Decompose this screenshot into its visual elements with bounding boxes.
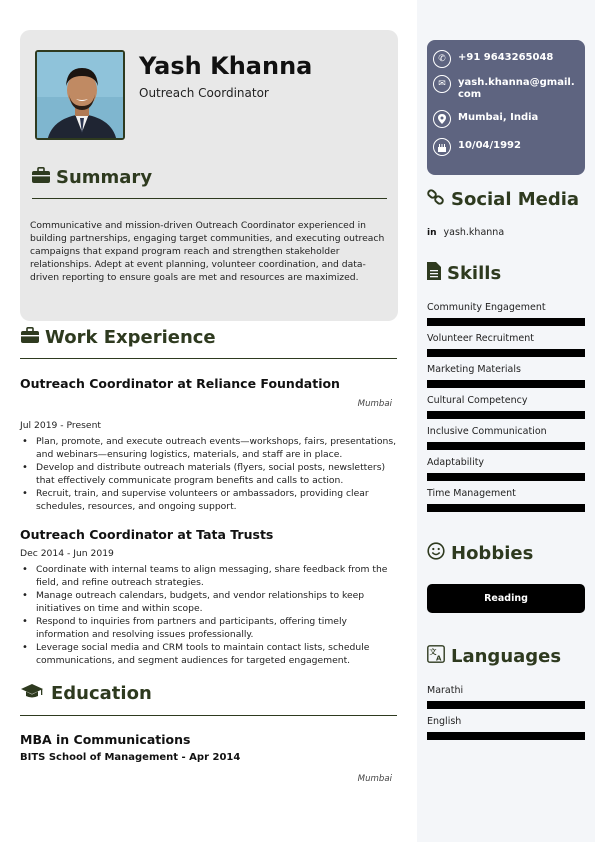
contact-phone: ✆ +91 9643265048: [433, 50, 578, 68]
education-divider: [20, 715, 397, 716]
language-item-bar-fill: [427, 732, 585, 740]
hobbies-heading: [427, 542, 533, 565]
header-card: [20, 30, 398, 321]
skill-item-bar-fill: [427, 349, 585, 357]
translate-icon: [427, 645, 445, 668]
skill-item-bar: [427, 504, 585, 512]
job-2-dates: Dec 2014 - Jun 2019: [20, 548, 114, 559]
skill-item-bar-fill: [427, 504, 585, 512]
svg-text:A: A: [436, 654, 442, 663]
briefcase-icon: [32, 167, 50, 188]
summary-title: Summary: [56, 167, 153, 188]
job-2-company: at Tata Trusts: [177, 527, 274, 542]
skill-item: [427, 302, 585, 326]
list-item: • Develop and distribute outreach materials (flyers, social posts, newsletters) that effectively communicate program benefits and calls to action.: [22, 461, 397, 487]
envelope-icon: ✉: [433, 75, 451, 93]
social-linkedin[interactable]: [427, 227, 504, 238]
briefcase-icon: [21, 327, 39, 348]
contact-email: ✉ yash.khanna@gmail.com: [433, 75, 578, 101]
skill-item-bar-fill: [427, 473, 585, 481]
skills-heading: [427, 262, 501, 285]
contact-card: [427, 40, 585, 175]
skill-item-label: Marketing Materials: [427, 364, 521, 375]
skill-item-bar-fill: [427, 442, 585, 450]
list-item: • Coordinate with internal teams to align messaging, share feedback from the field, and refine outreach strategies.: [22, 563, 397, 589]
skill-item-bar: [427, 318, 585, 326]
skill-item-label: Community Engagement: [427, 302, 546, 313]
job-1-dates: Jul 2019 - Present: [20, 420, 102, 431]
language-item-bar-fill: [427, 701, 585, 709]
candidate-name: Yash Khanna: [139, 52, 313, 80]
summary-heading: [32, 167, 152, 188]
list-item: • Manage outreach calendars, budgets, and vendor relationships to keep initiatives on time and within scope.: [22, 589, 397, 615]
birthday-cake-icon: [433, 138, 451, 156]
skill-item-label: Time Management: [427, 488, 516, 499]
skill-item-label: Volunteer Recruitment: [427, 333, 534, 344]
education-degree: MBA in Communications: [20, 732, 191, 747]
language-item-label: English: [427, 716, 462, 727]
languages-heading: [427, 645, 561, 668]
language-item-label: Marathi: [427, 685, 464, 696]
social-heading: [427, 189, 579, 210]
job-1-title: [20, 376, 340, 391]
job-2-bullets: [22, 563, 397, 667]
list-item: • Leverage social media and CRM tools to maintain contact lists, schedule communications, and segment audiences for targeted engagement.: [22, 641, 397, 667]
languages-title: Languages: [451, 646, 562, 667]
skill-item-bar: [427, 442, 585, 450]
language-item: [427, 716, 585, 740]
sidebar: [417, 0, 595, 842]
education-school: BITS School of Management - Apr 2014: [20, 752, 241, 763]
skill-item-bar: [427, 349, 585, 357]
contact-location: Mumbai, India: [433, 110, 578, 128]
skill-item-bar-fill: [427, 411, 585, 419]
education-title: Education: [51, 683, 152, 704]
linkedin-icon: in: [427, 227, 437, 238]
summary-divider: [32, 198, 387, 199]
list-item: • Plan, promote, and execute outreach events—workshops, fairs, presentations, and webinars—ensuring logistics, materials, and staff are in place.: [22, 435, 397, 461]
profile-photo: [35, 50, 125, 140]
social-title: Social Media: [451, 189, 580, 210]
graduation-cap-icon: [21, 683, 43, 704]
job-1-company: at Reliance Foundation: [177, 376, 340, 391]
hobby-item: Reading: [427, 584, 585, 613]
education-heading: [21, 683, 152, 704]
skill-item-label: Adaptability: [427, 457, 485, 468]
language-item-bar: [427, 701, 585, 709]
job-1-location: Mumbai: [357, 399, 392, 409]
work-divider: [20, 358, 397, 359]
candidate-role: Outreach Coordinator: [139, 86, 269, 100]
list-item: • Recruit, train, and supervise volunteers or ambassadors, providing clear schedules, resources, and ongoing support.: [22, 487, 397, 513]
skill-item-bar: [427, 473, 585, 481]
skills-title: Skills: [447, 263, 502, 284]
svg-text:文: 文: [429, 648, 437, 656]
skill-item-label: Inclusive Communication: [427, 426, 547, 437]
summary-text: Communicative and mission-driven Outreach Coordinator experienced in building partnerships, engaging target communities, and executing outreach campaigns that expand program reach and strengthen stakeholder relationships. Adept at event planning, volunteer coordination, and data-driven reporting to ensure goals are met and resources are maximized.: [30, 220, 385, 283]
job-1-bullets: [22, 435, 397, 513]
education-location: Mumbai: [357, 774, 392, 784]
skill-item-bar: [427, 380, 585, 388]
linkedin-handle: yash.khanna: [443, 227, 505, 238]
skill-item: [427, 457, 585, 481]
link-icon: [427, 189, 445, 210]
skill-item-bar: [427, 411, 585, 419]
job-2-position: Outreach Coordinator: [20, 527, 174, 542]
document-icon: [427, 262, 441, 285]
map-pin-icon: [433, 110, 451, 128]
skill-item: [427, 333, 585, 357]
skill-item: [427, 395, 585, 419]
work-heading: [21, 327, 216, 348]
contact-dob: 10/04/1992: [433, 138, 578, 156]
job-1-position: Outreach Coordinator: [20, 376, 174, 391]
skill-item-label: Cultural Competency: [427, 395, 528, 406]
language-item: [427, 685, 585, 709]
language-item-bar: [427, 732, 585, 740]
skill-item: [427, 364, 585, 388]
skill-item-bar-fill: [427, 318, 585, 326]
skill-item: [427, 488, 585, 512]
list-item: • Respond to inquiries from partners and participants, offering timely information and resolving issues professionally.: [22, 615, 397, 641]
skill-item-bar-fill: [427, 380, 585, 388]
work-title: Work Experience: [45, 327, 216, 348]
skill-item: [427, 426, 585, 450]
phone-icon: ✆: [433, 50, 451, 68]
smiley-icon: [427, 542, 445, 565]
hobbies-title: Hobbies: [451, 543, 534, 564]
job-2-title: [20, 527, 273, 542]
